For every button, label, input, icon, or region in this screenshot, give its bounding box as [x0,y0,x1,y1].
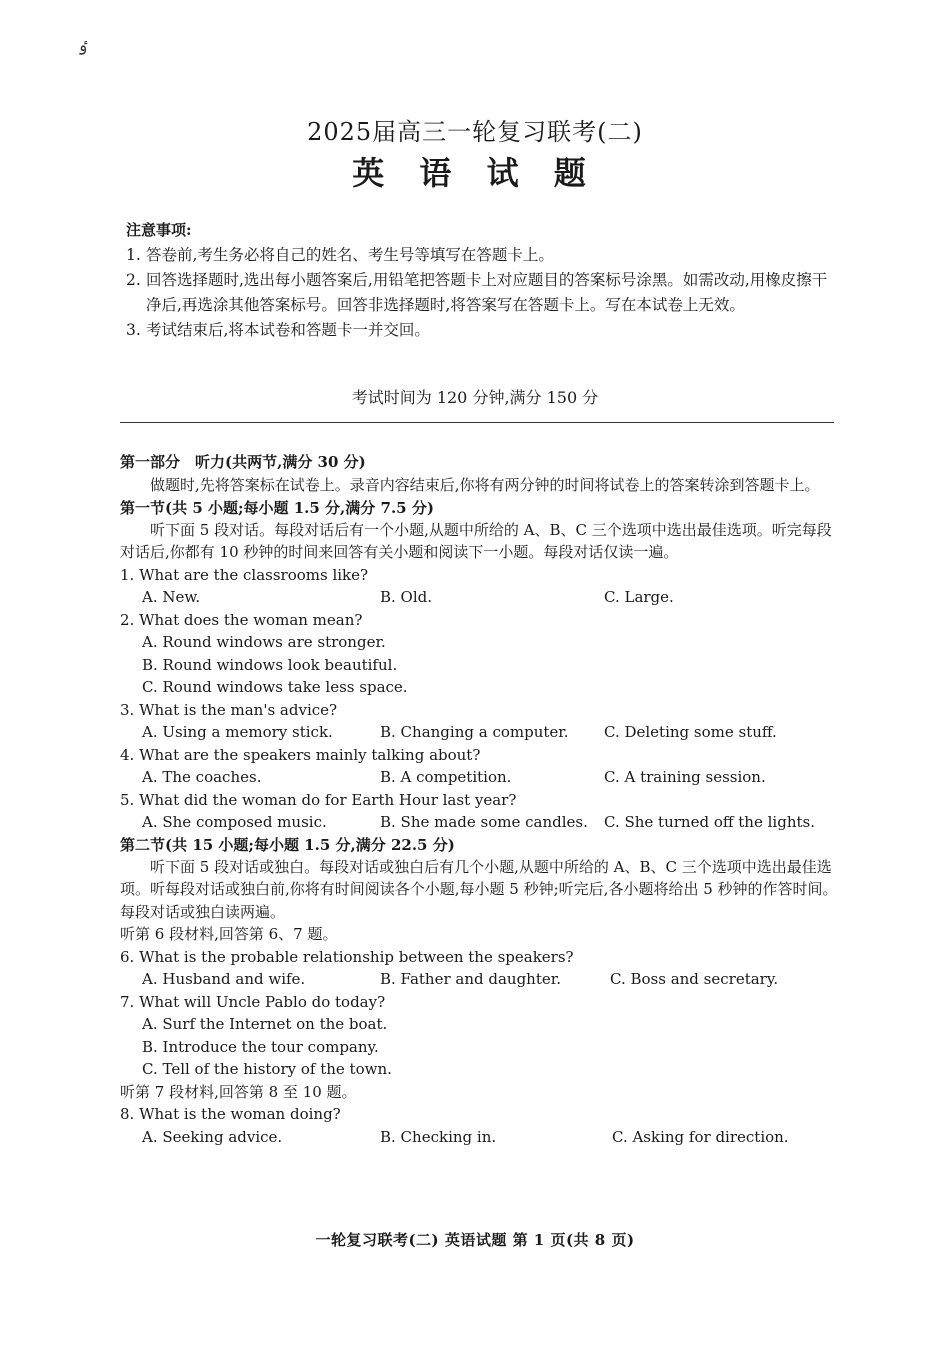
section2-instruction: 听下面 5 段对话或独白。每段对话或独白后有几个小题,从题中所给的 A、B、C 三个选项中选出最佳选项。听每段对话或独白前,你将有时间阅读各个小题,每小题 5 秒钟;听完后,各小题将给出 5 秒钟的作答时间。每段对话或独白读两遍。 [120,857,838,921]
option-a: A. Surf the Internet on the boat. [142,1015,388,1033]
option-b: B. Father and daughter. [380,970,562,988]
notice-block [126,218,838,343]
page-footer: 一轮复习联考(二) 英语试题 第 1 页(共 8 页) [315,1231,635,1249]
question-stem [120,699,838,722]
corner-pencil-mark: ٶ [78,36,88,55]
options-row [120,586,838,609]
question-text: What does the woman mean? [139,610,363,629]
notice-heading: 注意事项: [126,221,192,239]
option-a: A. Round windows are stronger. [142,633,386,651]
material-6-note: 听第 6 段材料,回答第 6、7 题。 [120,925,338,943]
question-number: 7. [120,992,135,1011]
notice-item-text: 答卷前,考生务必将自己的姓名、考生号等填写在答题卡上。 [146,246,554,264]
notice-item-text: 回答选择题时,选出每小题答案后,用铅笔把答题卡上对应题目的答案标号涂黑。如需改动,用橡皮擦干净后,再选涂其他答案标号。回答非选择题时,将答案写在答题卡上。写在本试卷上无效。 [146,271,828,314]
question-number: 6. [120,947,135,966]
question-text: What are the speakers mainly talking about? [139,745,481,764]
options-row [120,1126,838,1149]
option-b: B. A competition. [380,768,512,786]
option-a: A. Seeking advice. [142,1127,283,1146]
divider-line [120,422,834,423]
option-c: C. Asking for direction. [612,1127,789,1146]
question-text: What are the classrooms like? [139,565,369,584]
section1-instruction: 听下面 5 段对话。每段对话后有一个小题,从题中所给的 A、B、C 三个选项中选出最佳选项。听完每段对话后,你都有 10 秒钟的时间来回答有关小题和阅读下一小题。每段对话仅读一遍。 [120,520,832,561]
option-c: C. Large. [604,588,674,606]
question-text: What is the probable relationship between the speakers? [139,947,574,966]
option-c: C. Boss and secretary. [610,970,779,988]
options-row [120,968,838,991]
option-a: A. Husband and wife. [142,970,306,988]
question-number: 2. [120,610,135,629]
option-c: C. A training session. [604,768,766,786]
part1-instruction: 做题时,先将答案标在试卷上。录音内容结束后,你将有两分钟的时间将试卷上的答案转涂到答题卡上。 [150,476,820,494]
question-number: 5. [120,790,135,809]
options-row [120,766,838,789]
question-number: 3. [120,700,135,719]
option-b: B. Round windows look beautiful. [142,655,398,674]
options-row [120,811,838,834]
question-stem [120,564,838,587]
material-7-note: 听第 7 段材料,回答第 8 至 10 题。 [120,1082,357,1101]
part1-heading: 第一部分 听力(共两节,满分 30 分) [120,453,366,471]
question-text: What is the man's advice? [139,700,338,719]
question-stem [120,744,838,767]
option-c: C. Deleting some stuff. [604,723,777,741]
exam-time: 考试时间为 120 分钟,满分 150 分 [351,388,599,407]
option-c: C. Round windows take less space. [142,678,408,696]
question-number: 1. [120,565,135,584]
option-b: B. Old. [380,588,433,606]
question-stem [120,991,838,1014]
option-b: B. Introduce the tour company. [142,1037,379,1056]
section1-heading: 第一节(共 5 小题;每小题 1.5 分,满分 7.5 分) [120,498,434,517]
listening-part [120,450,838,1148]
notice-item [126,318,838,343]
question-stem [120,789,838,812]
option-b: B. Changing a computer. [380,723,569,741]
question-stem [120,946,838,969]
question-number: 8. [120,1105,135,1123]
question-number: 4. [120,745,135,764]
question-stem [120,1103,838,1126]
option-a: A. Using a memory stick. [142,723,333,741]
question-stem [120,609,838,632]
notice-item [126,268,838,318]
option-a: A. She composed music. [142,813,327,831]
options-row [120,721,838,744]
question-text: What is the woman doing? [139,1105,341,1123]
section2-heading: 第二节(共 15 小题;每小题 1.5 分,满分 22.5 分) [120,835,455,854]
option-a: A. New. [142,588,201,606]
subject-title: 英 语 试 题 [352,154,598,192]
option-b: B. Checking in. [380,1127,497,1146]
question-text: What did the woman do for Earth Hour last year? [139,790,517,809]
option-b: B. She made some candles. [380,813,588,831]
question-text: What will Uncle Pablo do today? [139,992,386,1011]
notice-item [126,243,838,268]
exam-name: 2025届高三一轮复习联考(二) [307,118,643,146]
notice-item-number: 3. [126,321,141,339]
option-a: A. The coaches. [142,768,262,786]
notice-item-text: 考试结束后,将本试卷和答题卡一并交回。 [146,321,430,339]
option-c: C. She turned off the lights. [604,813,815,831]
notice-item-number: 1. [126,246,141,264]
option-c: C. Tell of the history of the town. [142,1060,392,1078]
notice-item-number: 2. [126,271,141,289]
